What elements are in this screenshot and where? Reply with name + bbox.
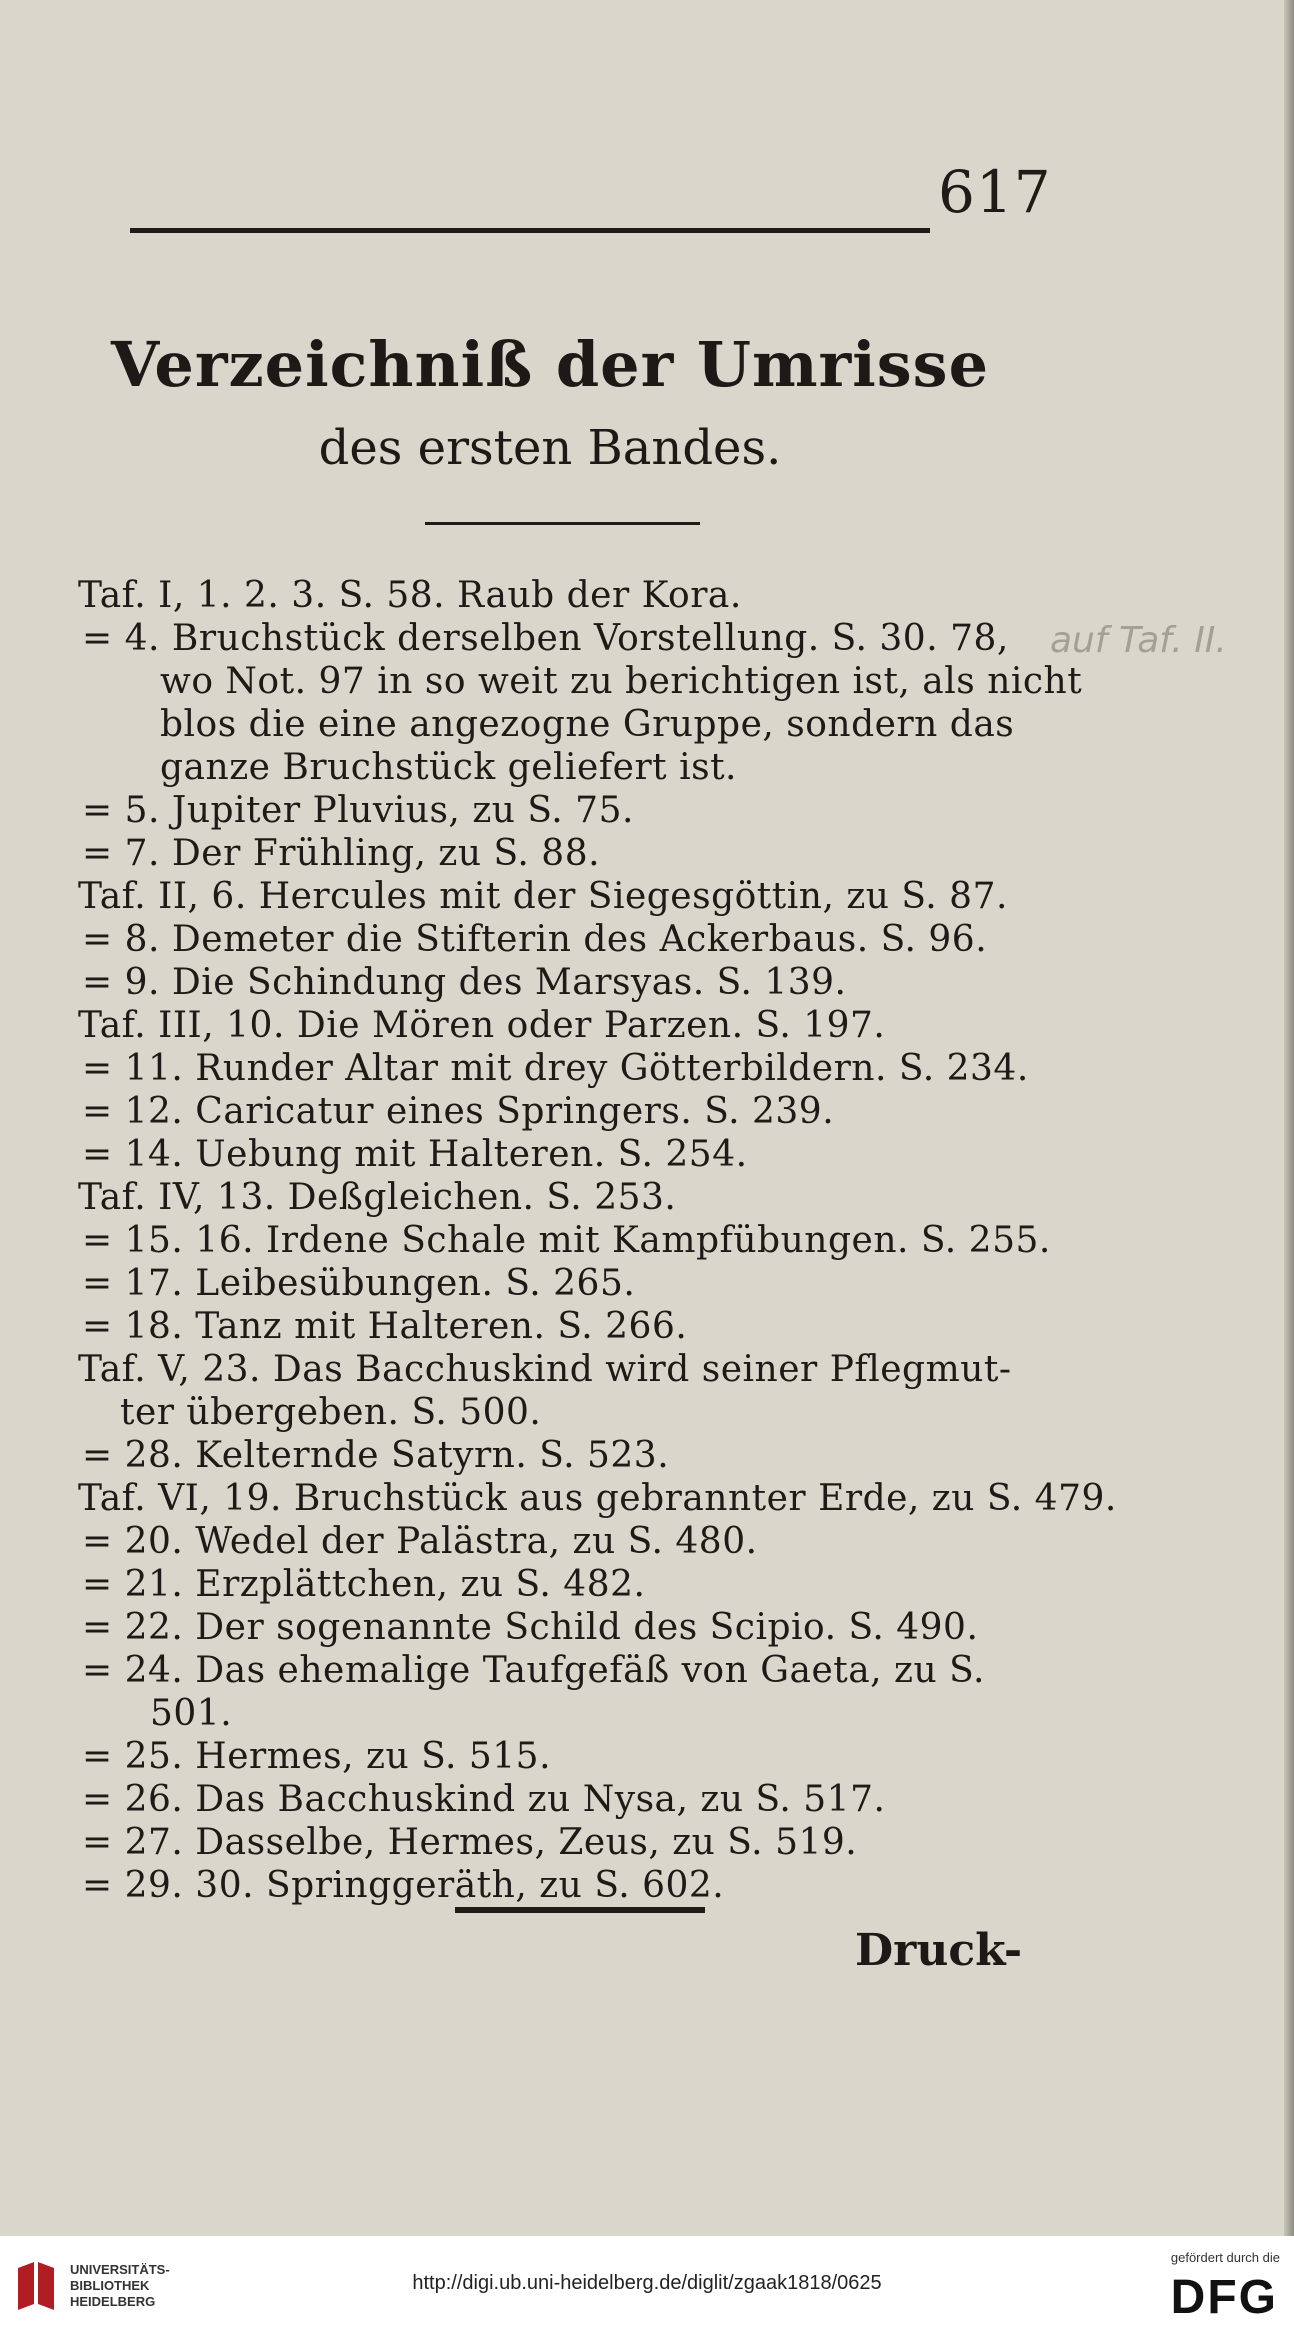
viewer-footer (0, 2236, 1294, 2333)
list-line: = 17. Leibesübungen. S. 265. (82, 1263, 636, 1304)
permalink-url[interactable]: http://digi.ub.uni-heidelberg.de/diglit/zgaak1818/0625 (412, 2272, 882, 2294)
list-line: = 8. Demeter die Stifterin des Ackerbaus. S. 96. (82, 919, 988, 960)
list-line: = 21. Erzplättchen, zu S. 482. (82, 1564, 646, 1605)
list-line: = 28. Kelternde Satyrn. S. 523. (82, 1435, 670, 1476)
list-line: = 5. Jupiter Pluvius, zu S. 75. (82, 790, 634, 831)
dfg-logo: DFG (1170, 2271, 1278, 2324)
catchword: Druck- (855, 1925, 1023, 1976)
list-line: = 11. Runder Altar mit drey Götterbildern. S. 234. (82, 1048, 1029, 1089)
list-line: = 14. Uebung mit Halteren. S. 254. (82, 1134, 748, 1175)
list-line: 501. (150, 1693, 233, 1734)
marginal-note: auf Taf. II. (1050, 620, 1227, 661)
list-line: Taf. I, 1. 2. 3. S. 58. Raub der Kora. (78, 575, 742, 616)
list-line: = 24. Das ehemalige Taufgefäß von Gaeta, zu S. (82, 1650, 985, 1691)
page-number: 617 (938, 158, 1052, 226)
list-line: = 15. 16. Irdene Schale mit Kampfübungen. S. 255. (82, 1220, 1051, 1261)
funding-note: gefördert durch die (1170, 2250, 1280, 2265)
page-edge (1284, 0, 1294, 2236)
list-line: blos die eine angezogne Gruppe, sondern das (160, 704, 1015, 745)
page-subtitle: des ersten Bandes. (318, 420, 782, 476)
library-name: UNIVERSITÄTS- BIBLIOTHEK HEIDELBERG (70, 2262, 170, 2309)
list-line: = 4. Bruchstück derselben Vorstellung. S. 30. 78, (82, 618, 1009, 659)
list-line: = 22. Der sogenannte Schild des Scipio. S. 490. (82, 1607, 979, 1648)
closing-rule (455, 1907, 705, 1913)
header-rule (130, 228, 930, 233)
list-line: = 29. 30. Springgeräth, zu S. 602. (82, 1865, 725, 1906)
list-line: Taf. VI, 19. Bruchstück aus gebrannter Erde, zu S. 479. (78, 1478, 1117, 1519)
list-line: Taf. III, 10. Die Mören oder Parzen. S. 197. (78, 1005, 886, 1046)
list-line: Taf. V, 23. Das Bacchuskind wird seiner Pflegmut- (78, 1349, 1012, 1390)
list-line: = 25. Hermes, zu S. 515. (82, 1736, 552, 1777)
list-line: = 18. Tanz mit Halteren. S. 266. (82, 1306, 688, 1347)
page-title: Verzeichniß der Umrisse (110, 328, 990, 401)
list-line: = 20. Wedel der Palästra, zu S. 480. (82, 1521, 758, 1562)
list-line: = 9. Die Schindung des Marsyas. S. 139. (82, 962, 847, 1003)
list-line: Taf. IV, 13. Deßgleichen. S. 253. (78, 1177, 677, 1218)
list-line: wo Not. 97 in so weit zu berichtigen ist, als nicht (160, 661, 1083, 702)
list-line: = 26. Das Bacchuskind zu Nysa, zu S. 517. (82, 1779, 886, 1820)
list-line: Taf. II, 6. Hercules mit der Siegesgöttin, zu S. 87. (78, 876, 1008, 917)
list-line: = 27. Dasselbe, Hermes, Zeus, zu S. 519. (82, 1822, 858, 1863)
list-line: ganze Bruchstück geliefert ist. (160, 747, 737, 788)
list-line: = 7. Der Frühling, zu S. 88. (82, 833, 601, 874)
list-line: ter übergeben. S. 500. (120, 1392, 542, 1433)
title-rule (425, 522, 700, 525)
list-line: = 12. Caricatur eines Springers. S. 239. (82, 1091, 835, 1132)
